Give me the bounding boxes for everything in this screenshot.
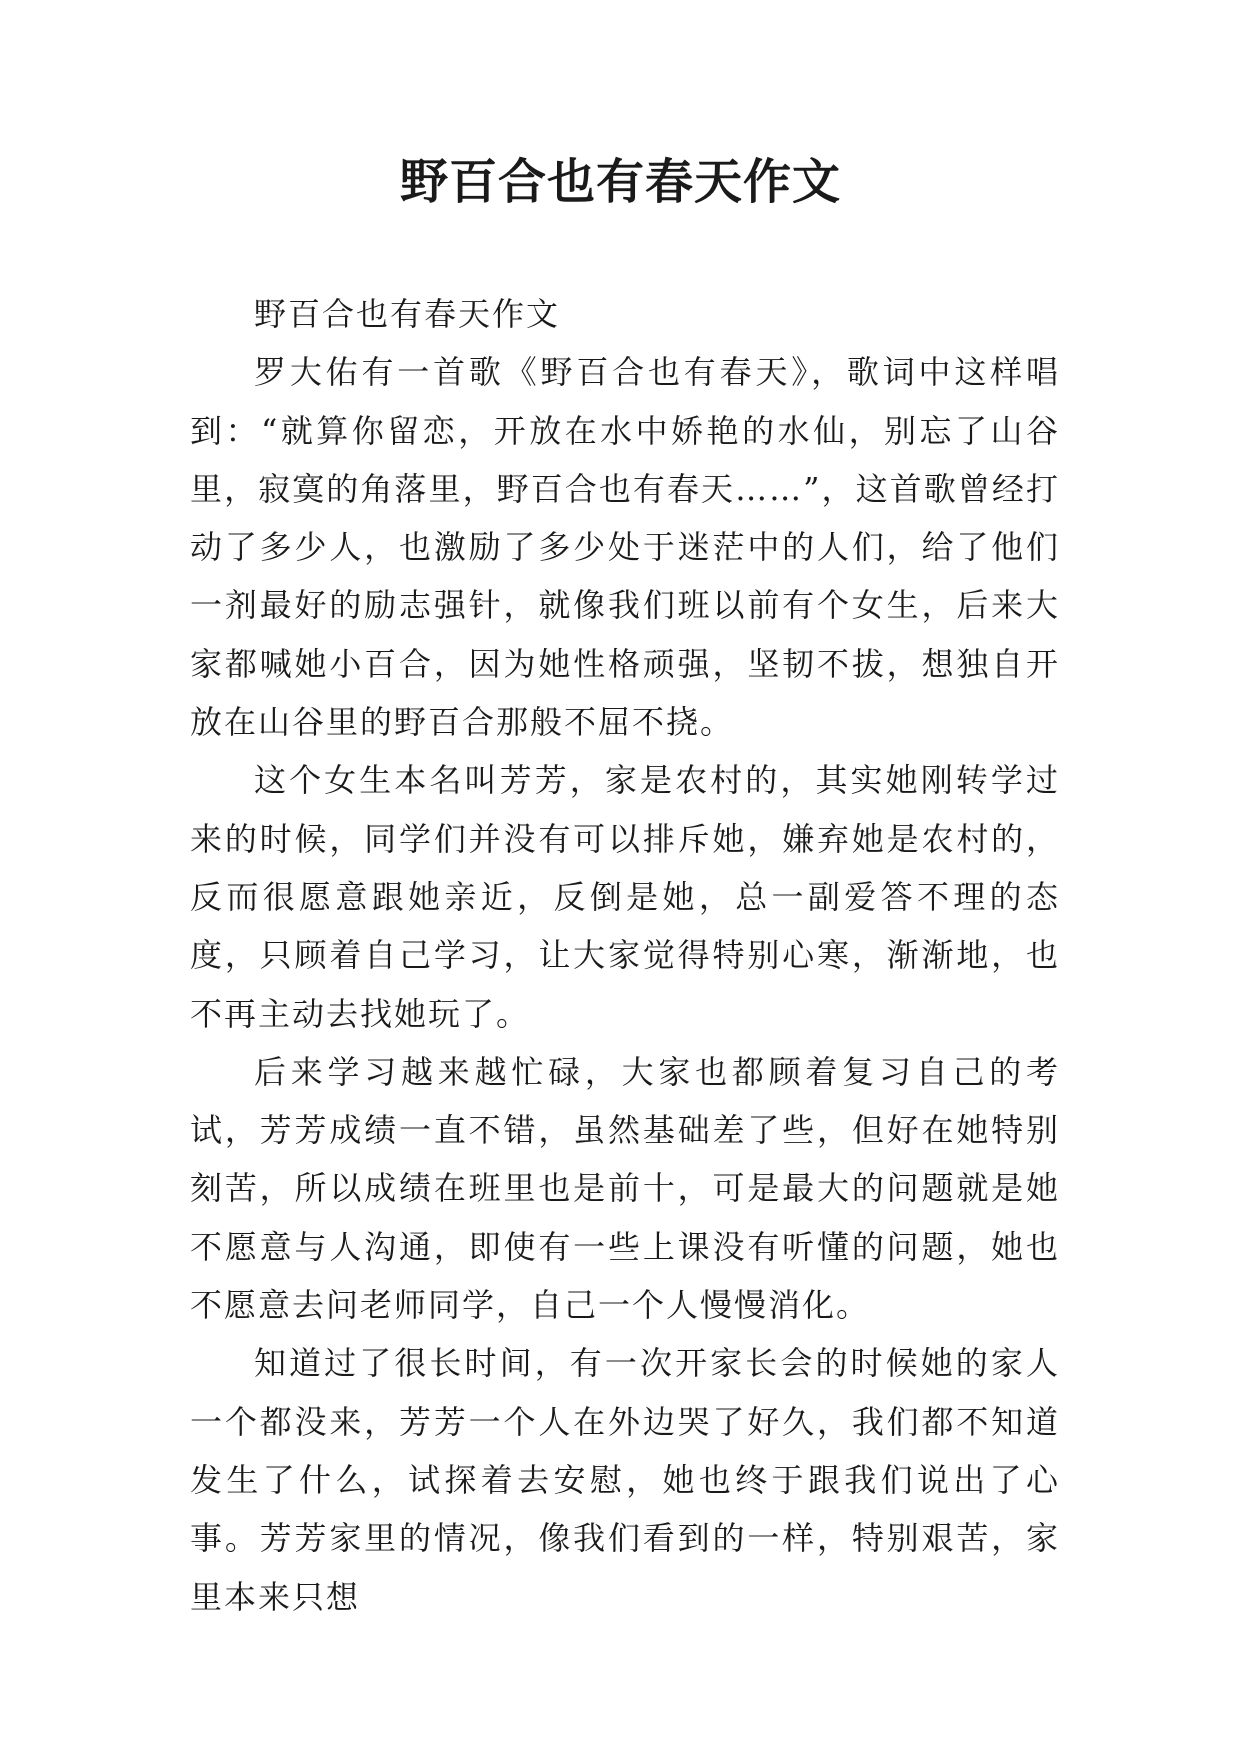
paragraph: 罗大佑有一首歌《野百合也有春天》，歌词中这样唱到：“就算你留恋，开放在水中娇艳的水仙，别忘了山谷里，寂寞的角落里，野百合也有春天……”，这首歌曾经打动了多少人，也激励了多少处于迷茫中的人们，给了他们一剂最好的励志强针，就像我们班以前有个女生，后来大家都喊她小百合，因为她性格顽强，坚韧不拔，想独自开放在山谷里的野百合那般不屈不挠。 (190, 353, 1060, 742)
document-body (190, 285, 1060, 1626)
paragraph-heading: 野百合也有春天作文 (254, 295, 561, 333)
paragraph: 这个女生本名叫芳芳，家是农村的，其实她刚转学过来的时候，同学们并没有可以排斥她，嫌弃她是农村的，反而很愿意跟她亲近，反倒是她，总一副爱答不理的态度，只顾着自己学习，让大家觉得特别心寒，渐渐地，也不再主动去找她玩了。 (190, 761, 1060, 1033)
paragraph: 知道过了很长时间，有一次开家长会的时候她的家人一个都没来，芳芳一个人在外边哭了好久，我们都不知道发生了什么，试探着去安慰，她也终于跟我们说出了心事。芳芳家里的情况，像我们看到的一样，特别艰苦，家里本来只想 (190, 1344, 1060, 1616)
paragraph: 后来学习越来越忙碌，大家也都顾着复习自己的考试，芳芳成绩一直不错，虽然基础差了些，但好在她特别刻苦，所以成绩在班里也是前十，可是最大的问题就是她不愿意与人沟通，即使有一些上课没有听懂的问题，她也不愿意去问老师同学，自己一个人慢慢消化。 (190, 1052, 1060, 1325)
document-title: 野百合也有春天作文 (399, 154, 841, 210)
